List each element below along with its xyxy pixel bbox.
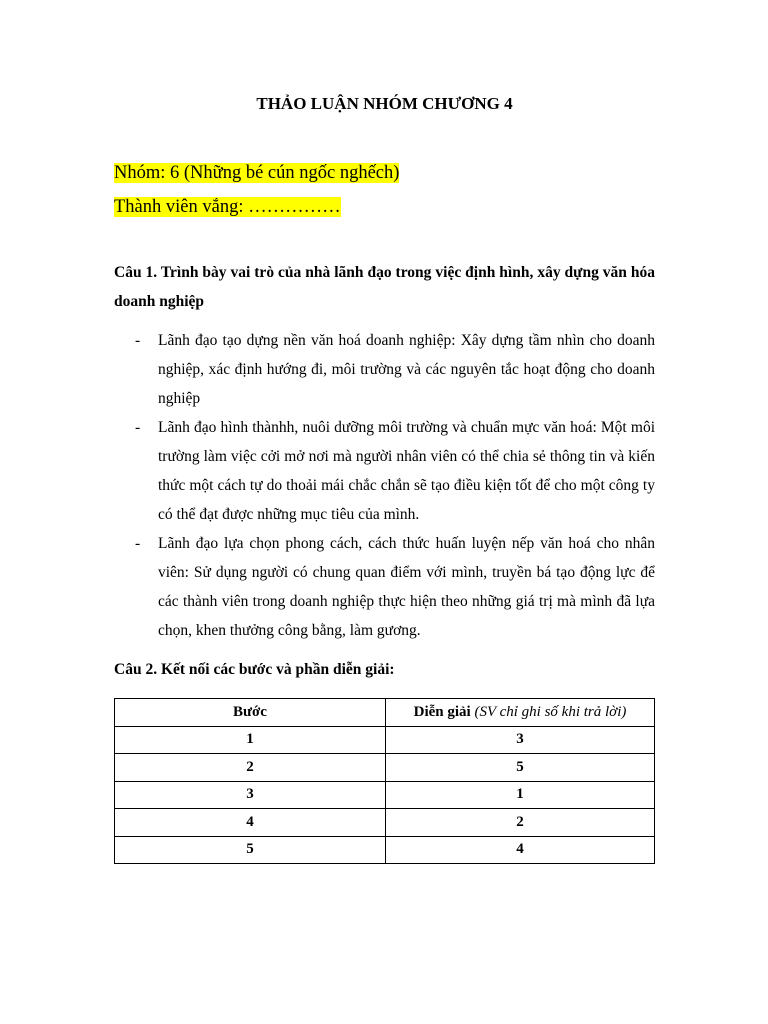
explain-cell: 3 <box>386 726 655 754</box>
group-line <box>114 162 399 185</box>
answer-table <box>114 698 655 864</box>
step-cell: 1 <box>115 726 386 754</box>
step-cell: 2 <box>115 754 386 782</box>
step-cell: 3 <box>115 781 386 809</box>
question-2-heading: Câu 2. Kết nối các bước và phần diễn giải: <box>114 661 395 678</box>
explain-cell: 2 <box>386 809 655 837</box>
list-item-text: Lãnh đạo lựa chọn phong cách, cách thức huấn luyện nếp văn hoá cho nhân viên: Sử dụng người có chung quan điểm với mình, truyền bá tạo động lực để các thành viên trong doanh nghiệp thực hiện theo những giá trị mà mình đã lựa chọn, khen thưởng công bằng, làm gương. <box>158 535 655 639</box>
page-title: THẢO LUẬN NHÓM CHƯƠNG 4 <box>256 94 513 113</box>
table-header-row <box>115 699 655 727</box>
table-row <box>115 781 655 809</box>
list-item <box>114 326 655 413</box>
table-row <box>115 836 655 864</box>
explain-cell: 1 <box>386 781 655 809</box>
bullet-dash: - <box>135 419 141 436</box>
absent-members-text: Thành viên vắng: …………… <box>114 197 341 217</box>
explain-cell: 5 <box>386 754 655 782</box>
question-1-heading: Câu 1. Trình bày vai trò của nhà lãnh đạo trong việc định hình, xây dựng văn hóa doanh nghiệp <box>114 264 655 310</box>
absent-members-line <box>114 196 341 219</box>
answer-1-list <box>114 326 655 645</box>
table-row <box>115 726 655 754</box>
list-item-text: Lãnh đạo hình thànhh, nuôi dưỡng môi trường và chuẩn mực văn hoá: Một môi trường làm việc cởi mở nơi mà người nhân viên có thể chia sẻ thông tin và kiến thức một cách tự do thoải mái chắc chắn sẽ tạo điều kiện tốt để cho một công ty có thể đạt được những mục tiêu của mình. <box>158 419 655 523</box>
group-name-text: Nhóm: 6 (Những bé cún ngốc nghếch) <box>114 163 400 183</box>
explain-cell: 4 <box>386 836 655 864</box>
header-explain-note: (SV chỉ ghi số khi trả lời) <box>474 703 627 720</box>
step-cell: 5 <box>115 836 386 864</box>
header-explain <box>386 699 655 727</box>
header-explain-label: Diễn giải <box>413 703 471 720</box>
list-item <box>114 529 655 645</box>
step-cell: 4 <box>115 809 386 837</box>
table-row <box>115 809 655 837</box>
list-item <box>114 413 655 529</box>
list-item-text: Lãnh đạo tạo dựng nền văn hoá doanh nghiệp: Xây dựng tầm nhìn cho doanh nghiệp, xác định hướng đi, môi trường và các nguyên tắc hoạt động cho doanh nghiệp <box>158 332 655 407</box>
bullet-dash: - <box>135 535 141 552</box>
header-step: Bước <box>115 699 386 727</box>
table-row <box>115 754 655 782</box>
bullet-dash: - <box>135 332 141 349</box>
